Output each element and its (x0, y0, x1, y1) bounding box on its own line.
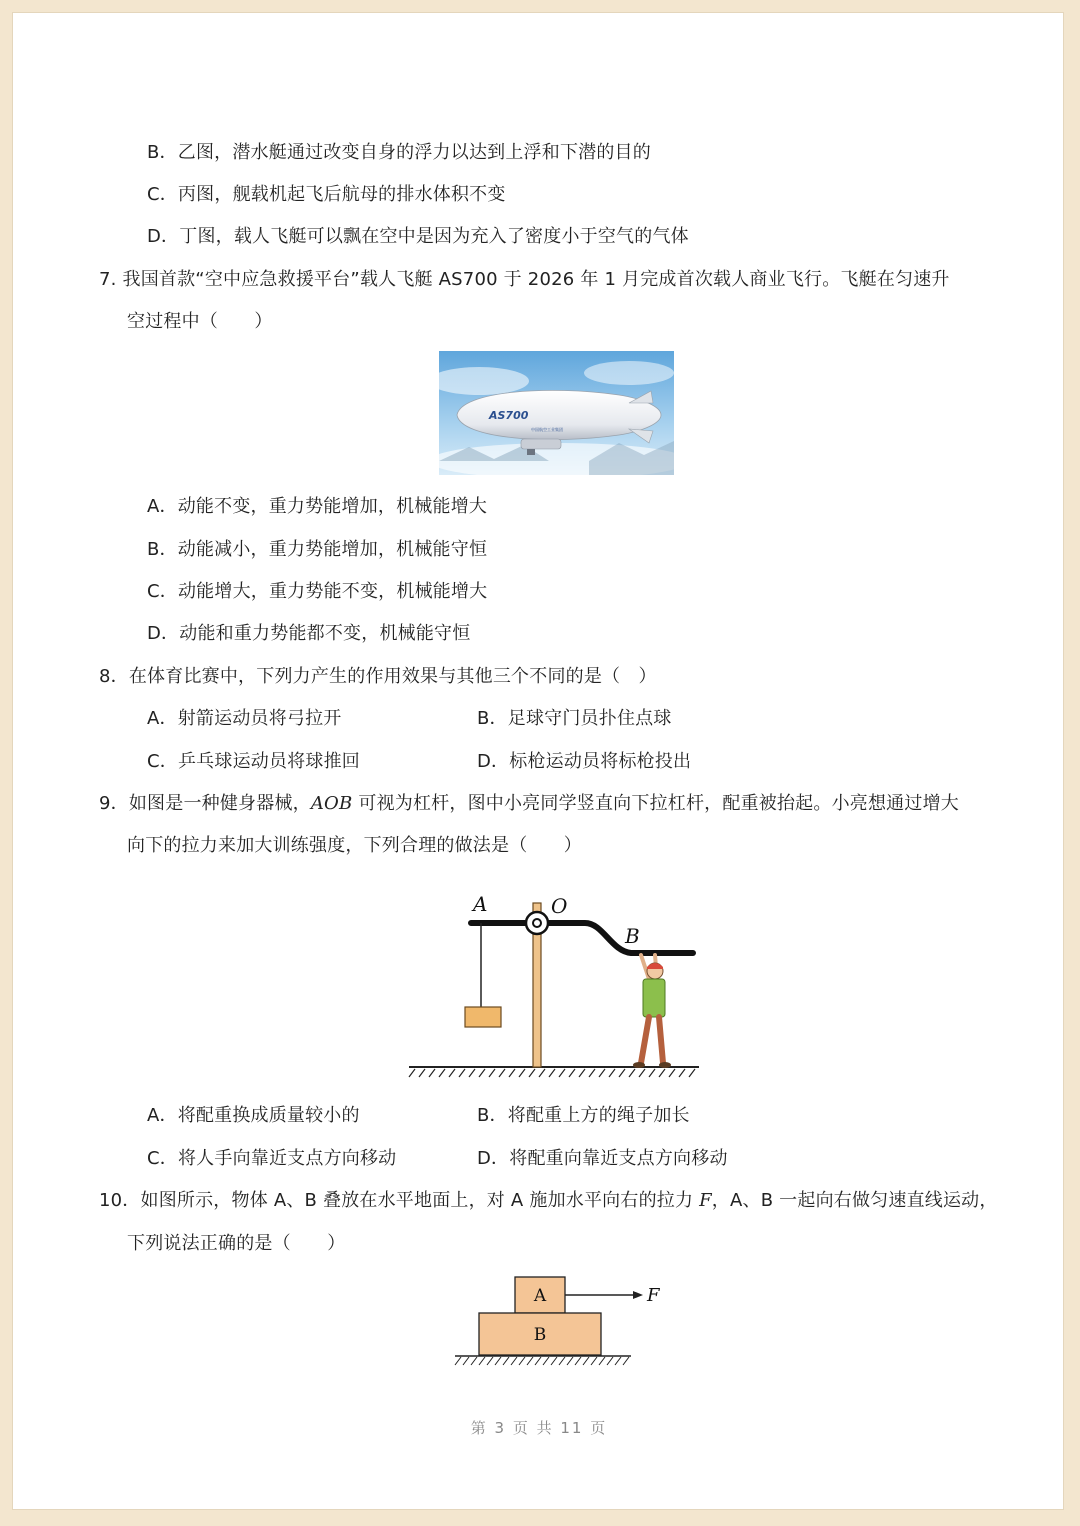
q6-option-c: C．丙图，舰载机起飞后航母的排水体积不变 (147, 184, 506, 205)
q9-stem-suffix: 可视为杠杆，图中小亮同学竖直向下拉杠杆，配重被抬起。小亮想通过增大 (352, 793, 959, 814)
q9-stem-line1 (99, 792, 959, 816)
q6-option-b: B．乙图，潜水艇通过改变自身的浮力以达到上浮和下潜的目的 (147, 142, 651, 163)
label-o: O (551, 894, 568, 918)
q10-stem-italic: F (699, 1190, 712, 1211)
q10-stem-line2: 下列说法正确的是（ ） (127, 1233, 346, 1254)
q9-option-a: A．将配重换成质量较小的 (147, 1105, 360, 1126)
q9-stem-prefix: 9．如图是一种健身器械， (99, 793, 311, 814)
q9-stem-italic: AOB (310, 793, 353, 814)
person-figure (633, 955, 671, 1068)
q6-option-d: D．丁图，载人飞艇可以飘在空中是因为充入了密度小于空气的气体 (147, 226, 689, 247)
block-b-label: B (533, 1325, 547, 1345)
ground-hatching (409, 1069, 695, 1077)
q10-stem-prefix: 10．如图所示，物体 A、B 叠放在水平地面上，对 A 施加水平向右的拉力 (99, 1190, 700, 1211)
q7-option-b: B．动能减小，重力势能增加，机械能守恒 (147, 539, 488, 560)
airship-small-text: 中国航空工业集团 (531, 427, 563, 432)
q10-stem-suffix: ，A、B 一起向右做匀速直线运动， (711, 1190, 998, 1211)
q9-option-c: C．将人手向靠近支点方向移动 (147, 1148, 397, 1169)
exam-page (12, 12, 1064, 1510)
q8-stem: 8．在体育比赛中，下列力产生的作用效果与其他三个不同的是（ ） (99, 666, 657, 687)
q7-option-d: D．动能和重力势能都不变，机械能守恒 (147, 623, 471, 644)
q8-option-c: C．乒乓球运动员将球推回 (147, 751, 360, 772)
q8-option-a: A．射箭运动员将弓拉开 (147, 708, 342, 729)
q9-stem-line2: 向下的拉力来加大训练强度，下列合理的做法是（ ） (127, 835, 582, 856)
lever-figure (405, 879, 705, 1079)
q9-option-b: B．将配重上方的绳子加长 (477, 1105, 690, 1126)
q8-option-d: D．标枪运动员将标枪投出 (477, 751, 692, 772)
q7-option-c: C．动能增大，重力势能不变，机械能增大 (147, 581, 488, 602)
q7-option-a: A．动能不变，重力势能增加，机械能增大 (147, 496, 488, 517)
blocks-figure (451, 1271, 661, 1371)
label-b: B (625, 924, 640, 948)
page-footer: 第 3 页 共 11 页 (470, 1419, 608, 1437)
q7-stem-line2: 空过程中（ ） (127, 311, 273, 332)
airship-text: AS700 (489, 409, 529, 422)
label-a: A (473, 892, 488, 916)
q10-stem-line1 (99, 1189, 998, 1213)
q9-option-d: D．将配重向靠近支点方向移动 (477, 1148, 728, 1169)
q7-stem-line1: 7. 我国首款“空中应急救援平台”载人飞艇 AS700 于 2026 年 1 月完成首次载人商业飞行。飞艇在匀速升 (99, 269, 950, 290)
q8-option-b: B．足球守门员扑住点球 (477, 708, 672, 729)
force-label: F (647, 1285, 660, 1306)
airship-figure (439, 351, 674, 475)
block-a-label: A (533, 1286, 547, 1306)
